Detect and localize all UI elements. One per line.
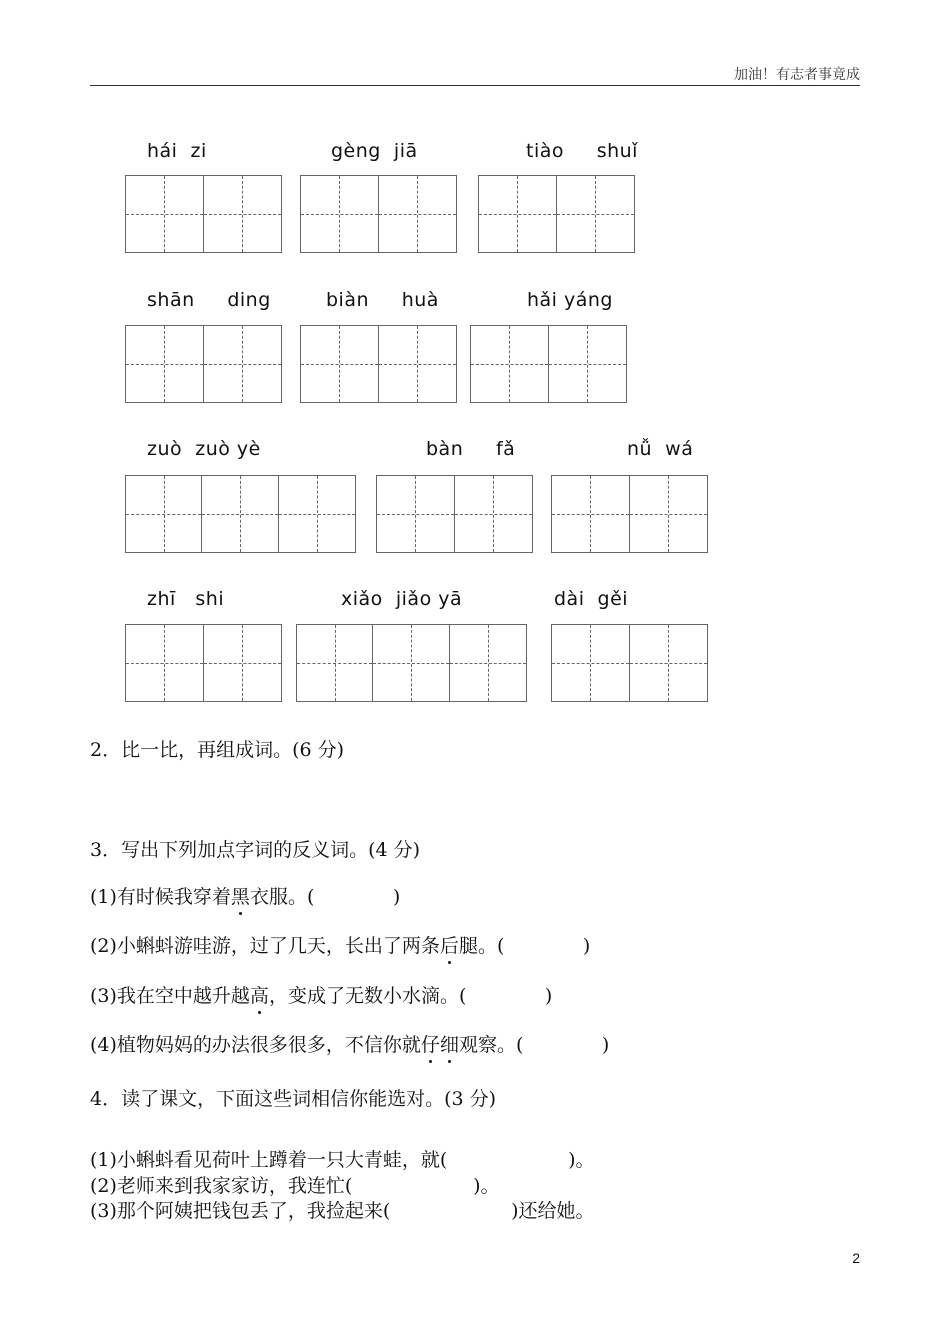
dotted-character: 高 [249,985,269,1007]
question-4-item: (3)那个阿姨把钱包丢了，我捡起来( )还给她。 [90,1200,595,1222]
dotted-character: 黑 [230,886,250,908]
dotted-character: 后 [439,935,459,957]
sentence-text: (3)我在空中越升越 [90,985,250,1007]
pinyin-label: dài gěi [554,588,629,610]
sentence-text: 观察。( ) [458,1034,610,1056]
pinyin-label: shān ding [147,289,271,311]
writing-grid[interactable] [300,175,457,253]
pinyin-label: bàn fǎ [426,438,516,460]
pinyin-label: tiào shuǐ [526,140,638,162]
header-divider [90,85,860,86]
sentence-text: 衣服。( ) [249,886,401,908]
dotted-character: 细 [439,1034,459,1056]
writing-grid[interactable] [470,325,627,403]
writing-grid[interactable] [551,475,708,553]
sentence-text: (4)植物妈妈的办法很多很多，不信你就 [90,1034,421,1056]
sentence-text: (1)有时候我穿着 [90,886,231,908]
question-3-title: 3．写出下列加点字词的反义词。(4 分) [90,839,421,861]
writing-grid[interactable] [376,475,533,553]
pinyin-label: nǚ wá [627,438,694,460]
pinyin-label: biàn huà [326,289,439,311]
question-3-item [90,1030,609,1057]
page-header-motto: 加油！有志者事竟成 [734,67,860,83]
pinyin-label: hái zi [147,140,207,162]
question-3-item [90,981,552,1008]
writing-grid[interactable] [300,325,457,403]
question-4-item: (1)小蝌蚪看见荷叶上蹲着一只大青蛙，就( )。 [90,1149,595,1171]
writing-grid[interactable] [125,175,282,253]
question-4-title: 4．读了课文，下面这些词相信你能选对。(3 分) [90,1088,497,1110]
dotted-character: 仔 [420,1034,440,1056]
writing-grid[interactable] [551,624,708,702]
pinyin-label: hǎi yáng [527,289,613,311]
pinyin-label: xiǎo jiǎo yā [341,588,463,610]
question-4-item: (2)老师来到我家家访，我连忙( )。 [90,1175,500,1197]
page-number: 2 [852,1250,860,1266]
question-2-title: 2．比一比，再组成词。(6 分) [90,739,345,761]
question-3-item [90,931,590,958]
sentence-text: (2)小蝌蚪游哇游，过了几天，长出了两条 [90,935,440,957]
question-3-item [90,882,400,909]
pinyin-label: gèng jiā [331,140,418,162]
sentence-text: 腿。( ) [458,935,591,957]
writing-grid[interactable] [125,325,282,403]
sentence-text: ，变成了无数小水滴。( ) [268,985,553,1007]
pinyin-label: zuò zuò yè [147,438,261,460]
writing-grid[interactable] [125,475,356,553]
writing-grid[interactable] [478,175,635,253]
writing-grid[interactable] [296,624,527,702]
pinyin-label: zhī shi [147,588,225,610]
writing-grid[interactable] [125,624,282,702]
